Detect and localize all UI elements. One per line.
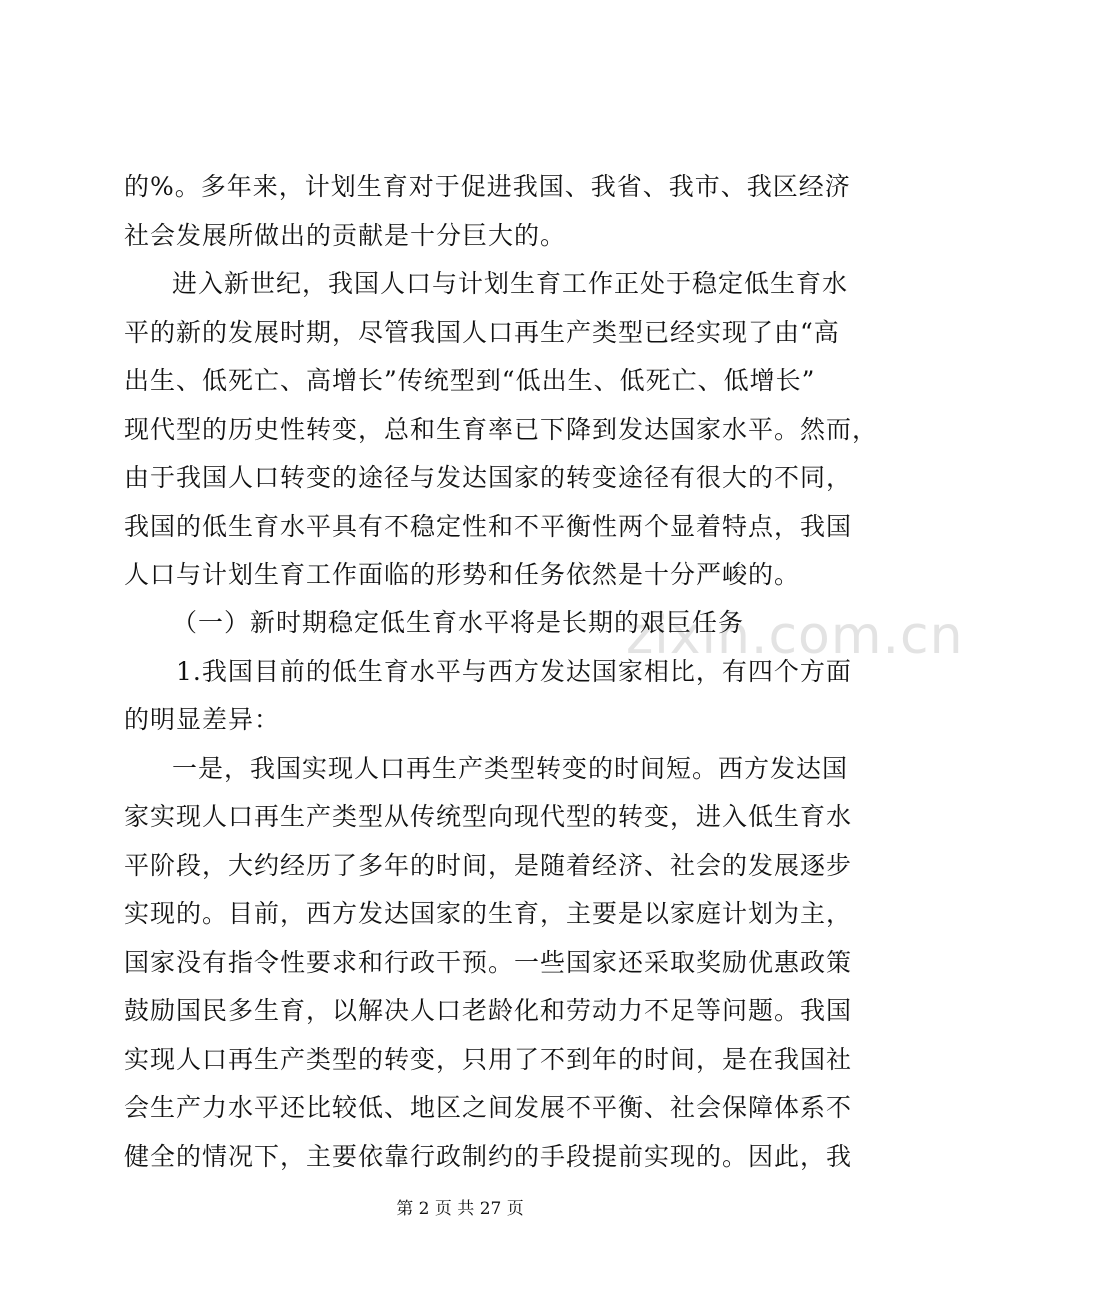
paragraph-line: 的明显差异：: [124, 705, 281, 734]
paragraph-line: 家实现人口再生产类型从传统型向现代型的转变，进入低生育水: [124, 802, 853, 831]
paragraph-line: 鼓励国民多生育，以解决人口老龄化和劳动力不足等问题。我国: [124, 996, 853, 1025]
paragraph-line: 人口与计划生育工作面临的形势和任务依然是十分严峻的。: [124, 560, 801, 589]
paragraph-line: 由于我国人口转变的途径与发达国家的转变途径有很大的不同，: [124, 463, 853, 492]
paragraph-line: 平阶段，大约经历了多年的时间，是随着经济、社会的发展逐步: [124, 851, 853, 880]
paragraph-line: 现代型的历史性转变，总和生育率已下降到发达国家水平。然而，: [124, 415, 879, 444]
paragraph-line: 的%。多年来，计划生育对于促进我国、我省、我市、我区经济: [124, 172, 851, 201]
paragraph-line: 我国的低生育水平具有不稳定性和不平衡性两个显着特点，我国: [124, 512, 853, 541]
section-heading: （一）新时期稳定低生育水平将是长期的艰巨任务: [172, 608, 745, 637]
paragraph-line: 社会发展所做出的贡献是十分巨大的。: [124, 221, 567, 250]
page-footer: 第 2 页 共 27 页: [396, 1199, 524, 1219]
paragraph-line: 实现的。目前，西方发达国家的生育，主要是以家庭计划为主，: [124, 899, 853, 928]
paragraph-line: 国家没有指令性要求和行政干预。一些国家还采取奖励优惠政策: [124, 948, 853, 977]
paragraph-line: 会生产力水平还比较低、地区之间发展不平衡、社会保障体系不: [124, 1093, 853, 1122]
watermark: zixin.com.cn: [626, 606, 964, 666]
paragraph-line: 一是，我国实现人口再生产类型转变的时间短。西方发达国: [172, 754, 849, 783]
paragraph-line: 进入新世纪，我国人口与计划生育工作正处于稳定低生育水: [172, 269, 849, 298]
paragraph-line: 1.我国目前的低生育水平与西方发达国家相比，有四个方面: [176, 657, 852, 686]
paragraph-line: 出生、低死亡、高增长”传统型到“低出生、低死亡、低增长”: [124, 366, 816, 395]
paragraph-line: 平的新的发展时期，尽管我国人口再生产类型已经实现了由“高: [124, 318, 840, 347]
paragraph-line: 实现人口再生产类型的转变，只用了不到年的时间，是在我国社: [124, 1045, 853, 1074]
paragraph-line: 健全的情况下，主要依靠行政制约的手段提前实现的。因此，我: [124, 1142, 853, 1171]
